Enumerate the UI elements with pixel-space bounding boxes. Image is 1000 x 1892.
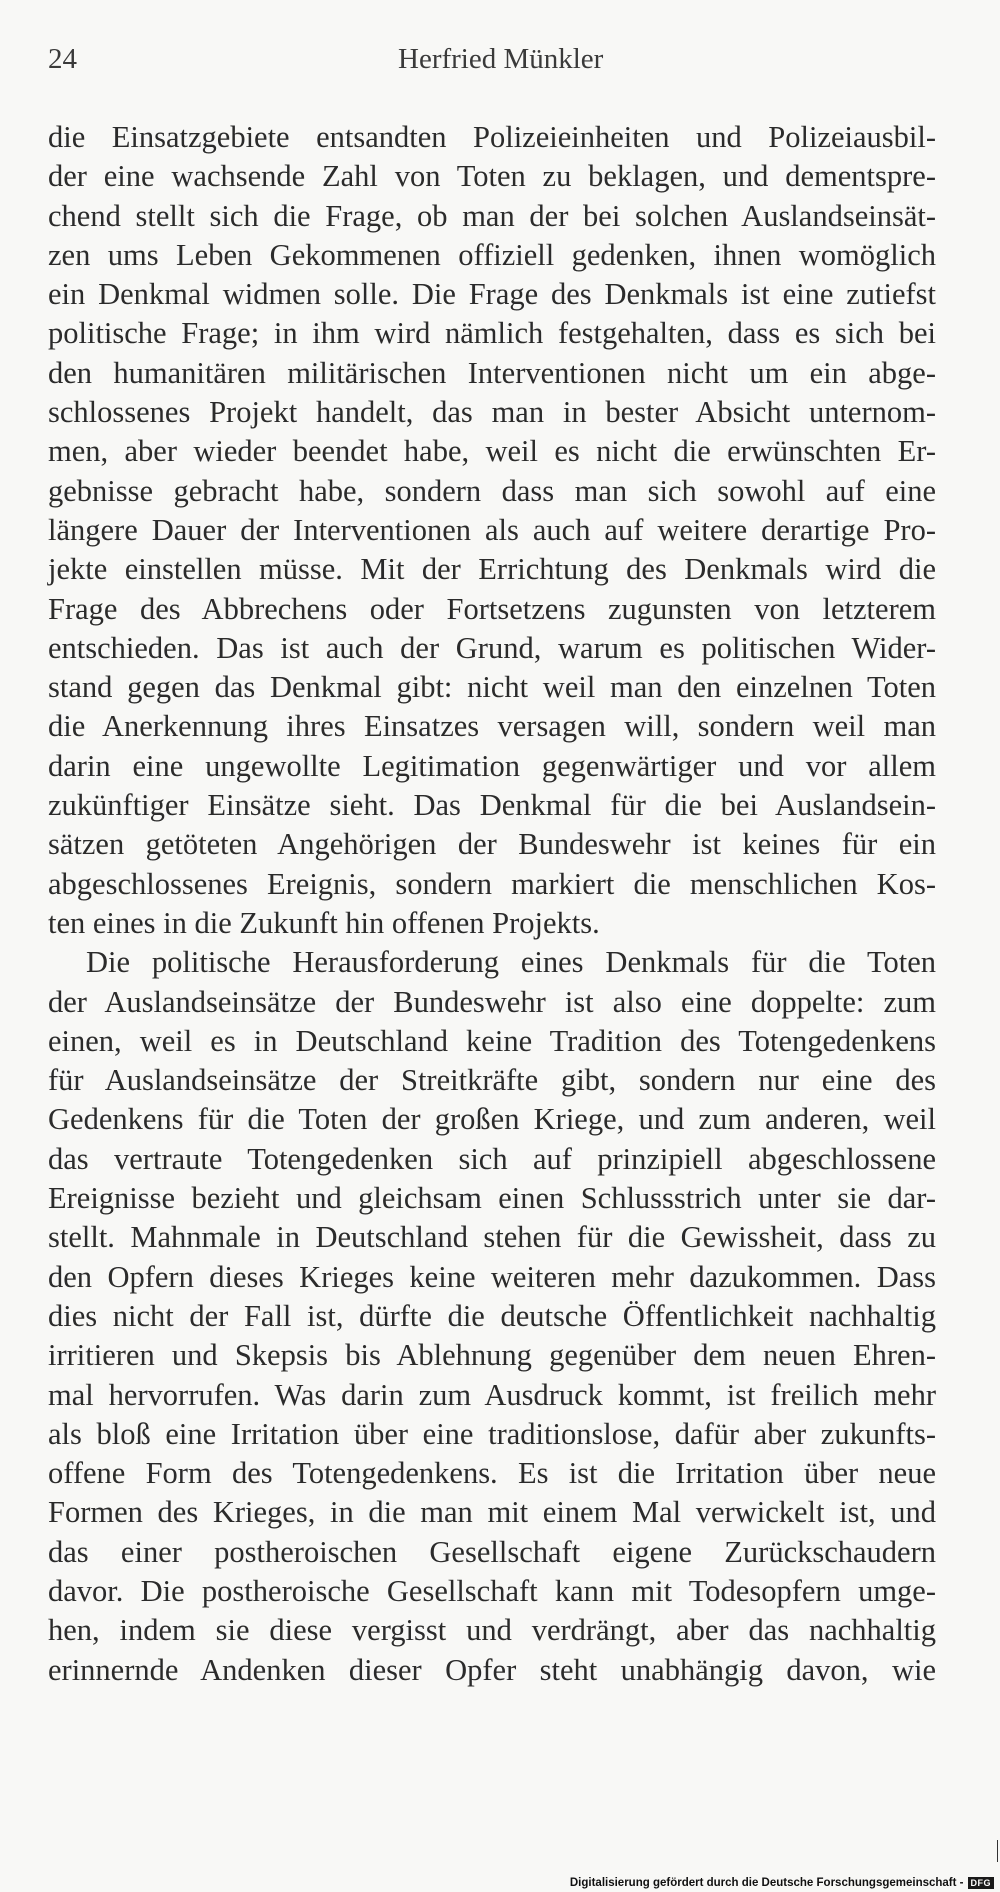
text-line: das vertraute Totengedenken sich auf prinzipiell abgeschlossene (48, 1141, 936, 1176)
running-head-author: Herfried Münkler (398, 43, 604, 75)
text-line: stellt. Mahnmale in Deutschland stehen für die Gewissheit, dass zu (48, 1220, 936, 1255)
text-line: als bloß eine Irritation über eine traditionslose, dafür aber zukunfts- (48, 1416, 936, 1451)
text-line: Ereignisse bezieht und gleichsam einen Schlussstrich unter sie dar- (48, 1181, 936, 1216)
text-line: Frage des Abbrechens oder Fortsetzens zugunsten von letzterem (48, 591, 936, 626)
text-line: abgeschlossenes Ereignis, sondern markiert die menschlichen Kos- (48, 866, 936, 901)
text-line: Formen des Krieges, in die man mit einem Mal verwickelt ist, und (48, 1495, 936, 1530)
margin-tick-mark (997, 1840, 998, 1862)
text-line: für Auslandseinsätze der Streitkräfte gibt, sondern nur eine des (48, 1063, 936, 1098)
text-line: irritieren und Skepsis bis Ablehnung gegenüber dem neuen Ehren- (48, 1338, 936, 1373)
text-line: entschieden. Das ist auch der Grund, warum es politischen Wider- (48, 630, 936, 665)
text-line: das einer postheroischen Gesellschaft eigene Zurückschaudern (48, 1534, 936, 1569)
text-line: längere Dauer der Interventionen als auch auf weitere derartige Pro- (48, 512, 936, 547)
text-line: davor. Die postheroische Gesellschaft kann mit Todesopfern umge- (48, 1573, 936, 1608)
digitization-credit (570, 1877, 994, 1889)
text-line: einen, weil es in Deutschland keine Tradition des Totengedenkens (48, 1023, 936, 1058)
text-line: chend stellt sich die Frage, ob man der bei solchen Auslandseinsät- (48, 198, 936, 233)
text-line: Die politische Herausforderung eines Denkmals für die Toten (86, 945, 936, 980)
page-header (48, 43, 936, 83)
text-line: sätzen getöteten Angehörigen der Bundeswehr ist keines für ein (48, 827, 936, 862)
text-line: ein Denkmal widmen solle. Die Frage des Denkmals ist eine zutiefst (48, 277, 936, 312)
text-line: darin eine ungewollte Legitimation gegenwärtiger und vor allem (48, 748, 936, 783)
text-line: der eine wachsende Zahl von Toten zu beklagen, und dementspre- (48, 159, 936, 194)
text-line: den humanitären militärischen Interventionen nicht um ein abge- (48, 355, 936, 390)
text-line: den Opfern dieses Krieges keine weiteren mehr dazukommen. Dass (48, 1259, 936, 1294)
text-line: men, aber wieder beendet habe, weil es nicht die erwünschten Er- (48, 434, 936, 469)
text-line: dies nicht der Fall ist, dürfte die deutsche Öffentlichkeit nachhaltig (48, 1298, 936, 1333)
text-line: gebnisse gebracht habe, sondern dass man sich sowohl auf eine (48, 473, 936, 508)
text-line: stand gegen das Denkmal gibt: nicht weil man den einzelnen Toten (48, 670, 936, 705)
body-text (48, 118, 936, 1690)
text-line: offene Form des Totengedenkens. Es ist die Irritation über neue (48, 1456, 936, 1491)
text-line: zen ums Leben Gekommenen offiziell gedenken, ihnen womöglich (48, 237, 936, 272)
text-line: der Auslandseinsätze der Bundeswehr ist also eine doppelte: zum (48, 984, 936, 1019)
text-line: die Einsatzgebiete entsandten Polizeieinheiten und Polizeiausbil- (48, 120, 936, 154)
text-line: zukünftiger Einsätze sieht. Das Denkmal für die bei Auslandsein- (48, 788, 936, 823)
text-line: jekte einstellen müsse. Mit der Errichtung des Denkmals wird die (48, 552, 936, 587)
credit-text: Digitalisierung gefördert durch die Deutsche Forschungsgemeinschaft - (569, 1877, 964, 1889)
text-line: Gedenkens für die Toten der großen Kriege, und zum anderen, weil (48, 1102, 936, 1137)
text-line: hen, indem sie diese vergisst und verdrängt, aber das nachhaltig (48, 1613, 936, 1648)
page-number: 24 (48, 43, 77, 75)
text-line: die Anerkennung ihres Einsatzes versagen will, sondern weil man (48, 709, 936, 744)
dfg-logo: DFG (968, 1877, 995, 1889)
text-line: politische Frage; in ihm wird nämlich festgehalten, dass es sich bei (48, 316, 936, 351)
text-line: schlossenes Projekt handelt, das man in bester Absicht unternom- (48, 395, 936, 430)
text-line: mal hervorrufen. Was darin zum Ausdruck kommt, ist freilich mehr (48, 1377, 936, 1412)
text-line: ten eines in die Zukunft hin offenen Projekts. (48, 905, 600, 940)
text-line: erinnernde Andenken dieser Opfer steht unabhängig davon, wie (48, 1652, 936, 1687)
